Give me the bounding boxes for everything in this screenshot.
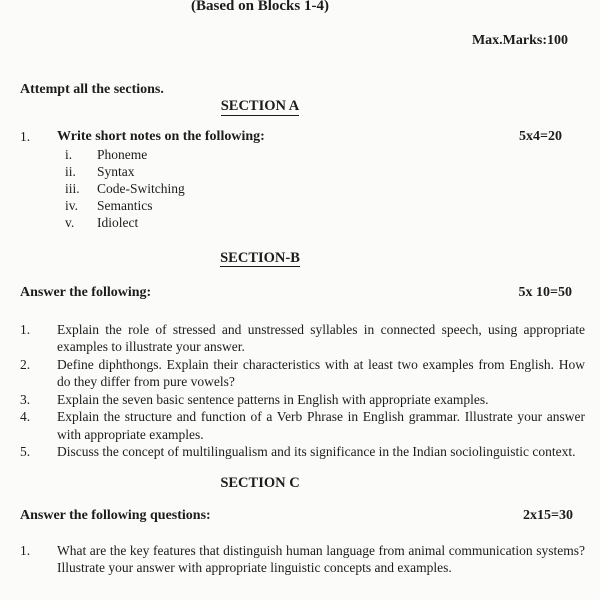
question-number: 2.: [20, 356, 31, 372]
question-number: 4.: [20, 409, 31, 424]
subitem-code-switching: [65, 180, 585, 197]
question-text: Explain the seven basic sentence patterns in English with appropriate examples.: [57, 391, 489, 407]
subitem-label: Code-Switching: [97, 180, 185, 196]
section-c-heading: [20, 475, 585, 492]
subitem-label: Idiolect: [97, 214, 139, 230]
subitem-numeral: i.: [65, 146, 73, 162]
section-c-heading-text: SECTION C: [220, 474, 300, 491]
section-c-marks: 2x15=30: [523, 507, 573, 523]
section-b-instruction: Answer the following:: [20, 284, 152, 300]
section-b-instruction-row: [20, 285, 585, 301]
subitem-numeral: v.: [65, 214, 75, 230]
subitem-phoneme: [65, 146, 585, 163]
section-b-heading: [20, 250, 585, 267]
section-a-subitems: [20, 146, 585, 231]
section-c-instruction: Answer the following questions:: [20, 507, 211, 523]
subitem-label: Syntax: [97, 163, 135, 179]
section-c-instruction-row: [20, 508, 585, 524]
subitem-numeral: iii.: [65, 180, 80, 196]
paper-title: (Based on Blocks 1-4): [191, 0, 329, 14]
section-a-heading-text: SECTION A: [220, 98, 300, 114]
question-row: [20, 321, 585, 356]
subitem-semantics: [65, 197, 585, 214]
section-b-questions: [20, 321, 585, 461]
question-text: What are the key features that distinguish human language from animal communication systems? Illustrate your answer with appropriate linguistic concepts and examples.: [57, 542, 585, 575]
question-text: Explain the role of stressed and unstressed syllables in connected speech, using appropriate examples to illustrate your answer.: [57, 321, 585, 354]
question-row: [20, 542, 585, 577]
subitem-numeral: ii.: [65, 163, 76, 179]
question-text: Write short notes on the following:: [57, 129, 265, 144]
subitem-syntax: [65, 163, 585, 180]
attempt-instruction: Attempt all the sections.: [20, 82, 164, 97]
question-number: 5.: [20, 444, 31, 459]
subitem-idiolect: [65, 214, 585, 231]
section-a-question-1: [20, 128, 585, 146]
section-c-questions: [20, 542, 585, 577]
question-row: [20, 356, 585, 391]
question-row: [20, 408, 585, 443]
question-marks: 5x4=20: [519, 129, 562, 144]
subitem-label: Phoneme: [97, 146, 148, 162]
question-number: 1.: [20, 129, 31, 144]
question-number: 3.: [20, 391, 31, 407]
subitem-numeral: iv.: [65, 197, 78, 213]
question-row: [20, 443, 585, 461]
question-number: 1.: [20, 542, 31, 558]
question-row: [20, 391, 585, 409]
max-marks-label: Max.Marks:100: [471, 33, 568, 48]
question-text: Discuss the concept of multilingualism and its significance in the Indian sociolinguistic context.: [57, 444, 576, 459]
subitem-label: Semantics: [97, 197, 153, 213]
section-b-heading-text: SECTION-B: [220, 249, 300, 266]
question-text: Define diphthongs. Explain their characteristics with at least two examples from English. How do they differ from pure vowels?: [57, 356, 585, 389]
section-a-heading: [20, 98, 585, 115]
section-b-marks: 5x 10=50: [518, 284, 572, 300]
question-text: Explain the structure and function of a Verb Phrase in English grammar. Illustrate your answer with appropriate examples.: [57, 409, 585, 442]
question-number: 1.: [20, 321, 31, 337]
